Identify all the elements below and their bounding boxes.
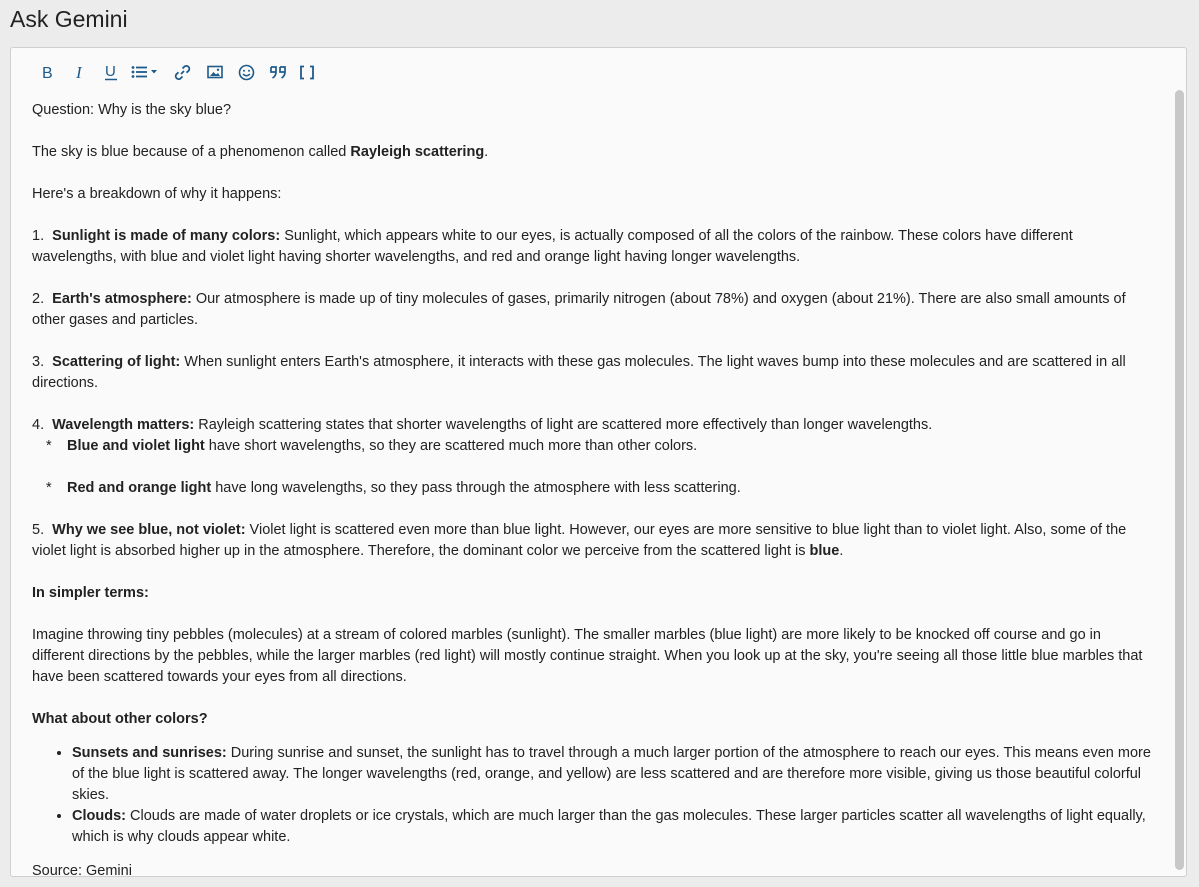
image-button[interactable] — [199, 61, 231, 83]
smiley-icon — [238, 64, 255, 81]
editor-content[interactable] — [32, 100, 1157, 877]
formatting-toolbar — [32, 61, 319, 83]
list-item: 4. Wavelength matters: Rayleigh scattering states that shorter wavelengths of light are scattered more effectively than longer wavelengths. — [32, 417, 933, 433]
svg-text:I: I — [75, 64, 82, 80]
svg-text:B: B — [42, 65, 53, 80]
underline-icon — [104, 63, 118, 81]
link-button[interactable] — [166, 61, 199, 83]
link-icon — [174, 64, 191, 81]
section-heading: What about other colors? — [32, 711, 208, 727]
bullet-list — [32, 743, 1157, 848]
sub-list-item: * Blue and violet light have short wavelengths, so they are scattered much more than other colors. — [46, 438, 698, 454]
list-item: 3. Scattering of light: When sunlight enters Earth's atmosphere, it interacts with these gas molecules. The light waves bump into these molecules and are scattered in all directions. — [32, 354, 1126, 391]
underline-button[interactable] — [95, 61, 126, 83]
code-button[interactable] — [295, 61, 319, 83]
list-item: 5. Why we see blue, not violet: Violet light is scattered even more than blue light. However, our eyes are more sensitive to blue light than to violet light. Also, some of the violet light is absorbed higher up in the atmosphere. Therefore, the dominant color we perceive from the scattered light is blue. — [32, 522, 1127, 559]
intro-paragraph: The sky is blue because of a phenomenon called Rayleigh scattering. — [32, 144, 489, 160]
bold-button[interactable] — [32, 61, 64, 83]
quote-button[interactable] — [262, 61, 295, 83]
bullet-item: • Sunsets and sunrises: During sunrise and sunset, the sunlight has to travel through a much larger portion of the atmosphere to reach our eyes. This means even more of the blue light is scattered away. The longer wavelengths (red, orange, and yellow) are less scattered and are therefore more visible, giving us those beautiful colorful skies. — [72, 743, 1157, 806]
page-title: Ask Gemini — [10, 6, 128, 32]
simpler-paragraph: Imagine throwing tiny pebbles (molecules) at a stream of colored marbles (sunlight). The smaller marbles (blue light) are more likely to be knocked off course and go in different directions by the pebbles, while the larger marbles (red light) will mostly continue straight. When you look up at the sky, you're seeing all those little blue marbles that have been scattered towards your eyes from all directions. — [32, 627, 1143, 685]
bold-icon — [41, 64, 55, 80]
source-line: Source: Gemini — [32, 863, 132, 877]
image-icon — [207, 65, 223, 79]
bullet-item: • Clouds: Clouds are made of water droplets or ice crystals, which are much larger than the gas molecules. These larger particles scatter all wavelengths of light equally, which is why clouds appear white. — [72, 806, 1157, 848]
sub-list-item: * Red and orange light have long wavelengths, so they pass through the atmosphere with less scattering. — [46, 480, 741, 496]
brackets-icon — [299, 65, 315, 80]
vertical-scrollbar[interactable] — [1175, 90, 1184, 870]
list-item: 1. Sunlight is made of many colors: Sunlight, which appears white to our eyes, is actually composed of all the colors of the rainbow. These colors have different wavelengths, with blue and violet light having shorter wavelengths, and red and orange light having longer wavelengths. — [32, 228, 1073, 265]
list-button[interactable] — [126, 61, 166, 83]
section-heading: In simpler terms: — [32, 585, 149, 601]
breakdown-line: Here's a breakdown of why it happens: — [32, 186, 282, 202]
list-dropdown-icon — [131, 65, 161, 79]
svg-text:U: U — [104, 63, 116, 80]
italic-button[interactable] — [64, 61, 95, 83]
italic-icon — [74, 64, 86, 80]
list-item: 2. Earth's atmosphere: Our atmosphere is made up of tiny molecules of gases, primarily nitrogen (about 78%) and oxygen (about 21%). There are also small amounts of other gases and particles. — [32, 291, 1126, 328]
emoji-button[interactable] — [231, 61, 262, 83]
rich-text-editor[interactable] — [10, 47, 1187, 877]
question-line: Question: Why is the sky blue? — [32, 102, 232, 118]
quote-icon — [269, 65, 288, 80]
